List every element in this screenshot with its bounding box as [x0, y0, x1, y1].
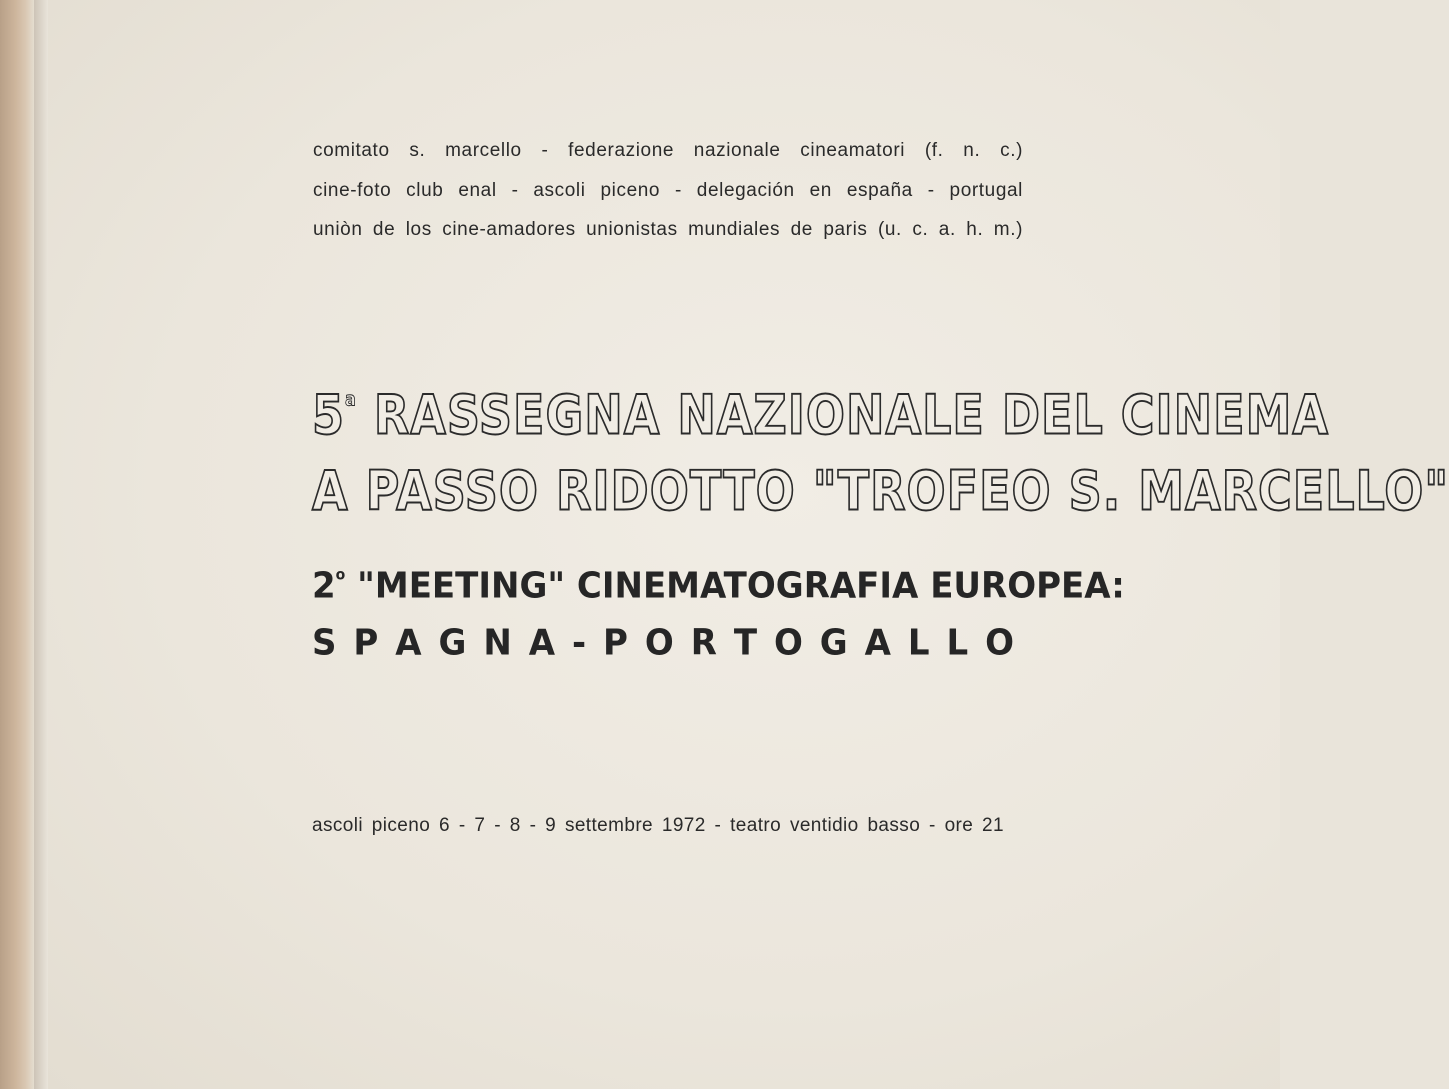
- title-line-2: A PASSO RIDOTTO "TROFEO S. MARCELLO": [312, 459, 1449, 523]
- book-binding-edge: [0, 0, 34, 1089]
- event-details-line: ascoli piceno 6 - 7 - 8 - 9 settembre 1972 - teatro ventidio basso - ore 21: [312, 815, 1004, 836]
- subtitle-line-1: [312, 565, 1125, 607]
- subtitle-ordinal: o: [335, 567, 346, 584]
- subtitle-number: 2: [312, 565, 336, 607]
- subtitle-line-2: S P A G N A - P O R T O G A L L O: [312, 622, 1014, 664]
- subtitle-line-1-text: "MEETING" CINEMATOGRAFIA EUROPEA:: [357, 565, 1125, 607]
- organizer-line-3: uniòn de los cine-amadores unionistas mundiales de paris (u. c. a. h. m.): [313, 219, 1023, 240]
- binding-shadow: [34, 0, 48, 1089]
- organizer-line-2: cine-foto club enal - ascoli piceno - delegación en españa - portugal: [313, 180, 1023, 201]
- title-number: 5: [312, 383, 346, 447]
- organizer-line-1: comitato s. marcello - federazione nazionale cineamatori (f. n. c.): [313, 140, 1023, 161]
- document-page: [48, 0, 1449, 1089]
- title-line-1: [312, 383, 1329, 447]
- title-line-1-text: RASSEGNA NAZIONALE DEL CINEMA: [373, 383, 1329, 447]
- title-ordinal: a: [345, 387, 357, 411]
